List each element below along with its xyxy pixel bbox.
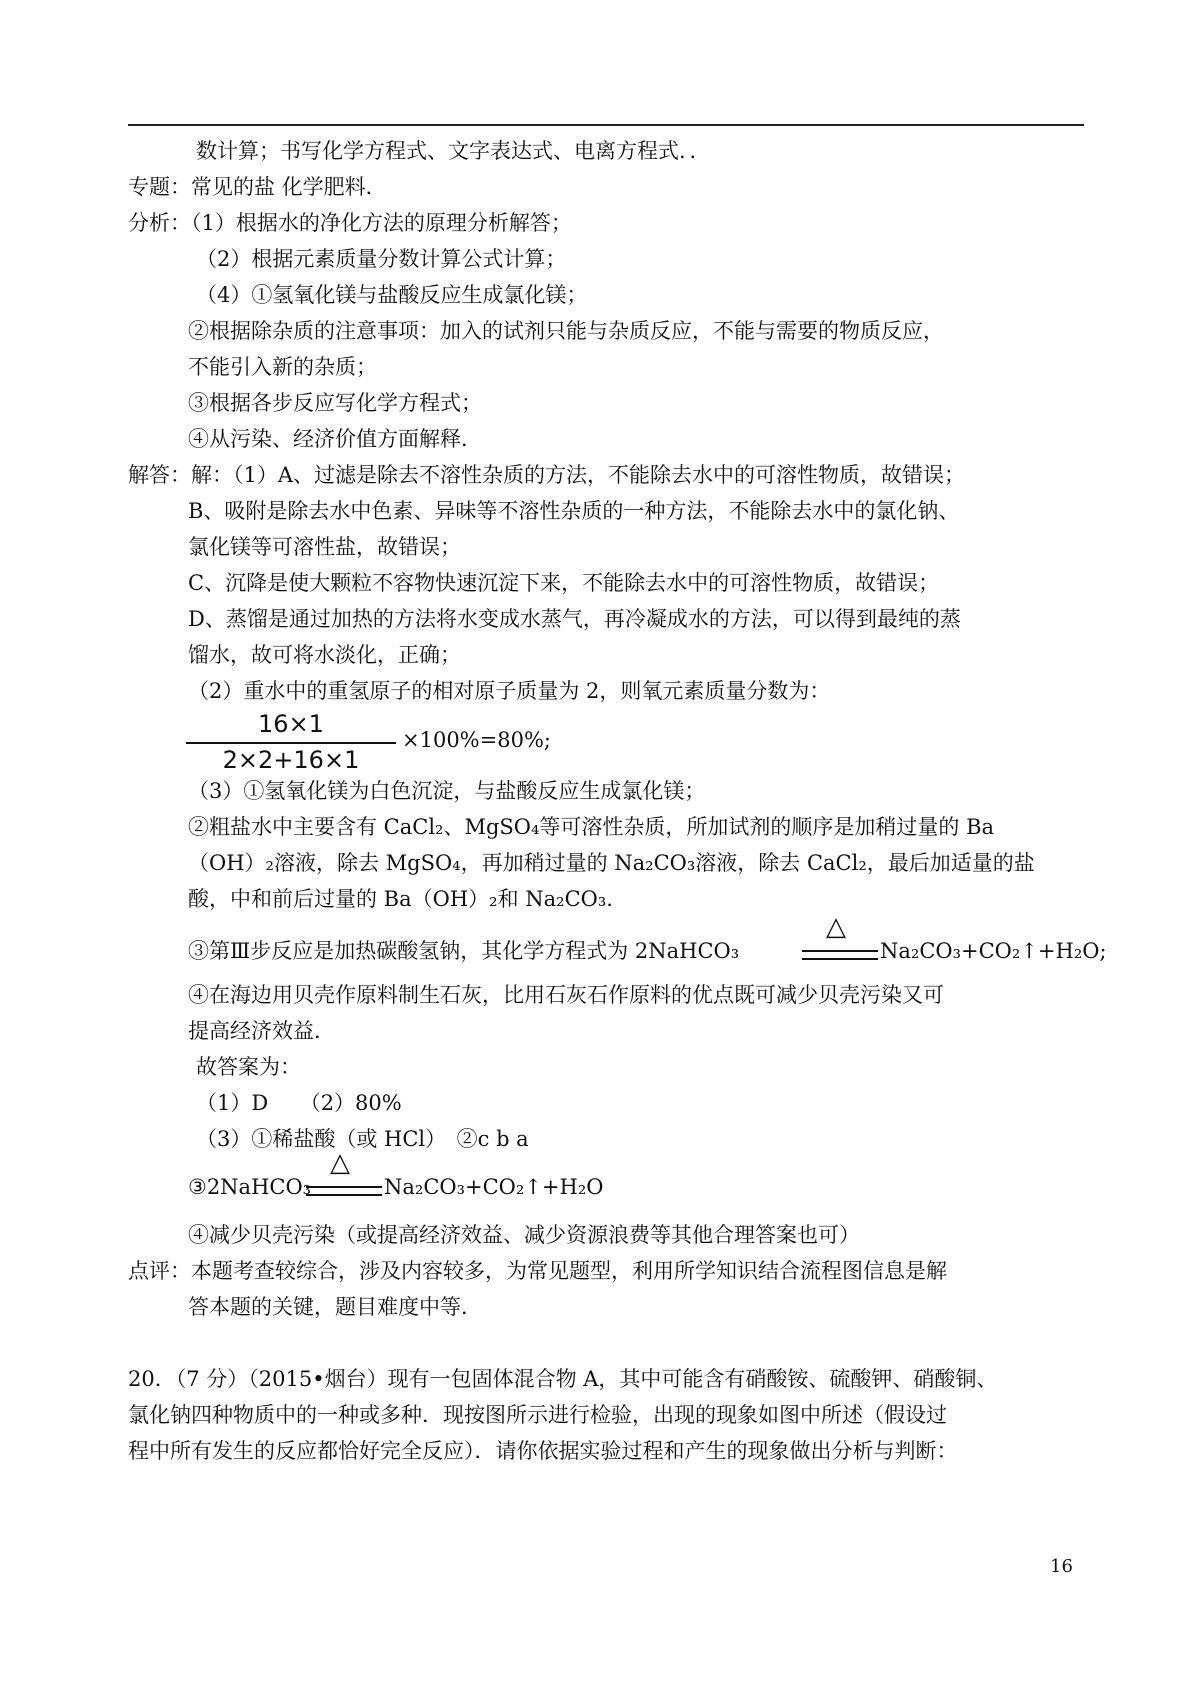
text-line: （2）重水中的重氢原子的相对原子质量为 2，则氧元素质量分数为： <box>188 679 831 703</box>
text-line: B、吸附是除去水中色素、异味等不溶性杂质的一种方法，不能除去水中的氯化钠、 <box>188 499 960 523</box>
text-line: ④减少贝壳污染（或提高经济效益、减少资源浪费等其他合理答案也可） <box>188 1223 860 1247</box>
fraction-denominator: 2×2+16×1 <box>222 746 360 774</box>
heat-condition-icon: △ <box>330 1148 350 1178</box>
text-line: C、沉降是使大颗粒不容物快速沉淀下来，不能除去水中的可溶性物质，故错误； <box>188 571 940 595</box>
text-line: 20．（7 分）（2015•烟台）现有一包固体混合物 A，其中可能含有硝酸铵、硫酸钾、硝酸铜、 <box>128 1367 998 1391</box>
text-line: ②根据除杂质的注意事项：加入的试剂只能与杂质反应，不能与需要的物质反应， <box>188 319 944 343</box>
text-line: 分析：（1）根据水的净化方法的原理分析解答； <box>128 211 572 235</box>
fraction-numerator: 16×1 <box>258 710 324 738</box>
text-line: 不能引入新的杂质； <box>188 355 377 379</box>
text-line: （3）①氢氧化镁为白色沉淀，与盐酸反应生成氯化镁； <box>188 779 706 803</box>
text-line: 馏水，故可将水淡化，正确； <box>188 643 461 667</box>
text-line: 酸，中和前后过量的 Ba（OH）₂和 Na₂CO₃. <box>188 887 613 911</box>
text-line: （2）根据元素质量分数计算公式计算； <box>196 247 567 271</box>
text-line: 故答案为： <box>196 1055 301 1079</box>
text-line: ④从污染、经济价值方面解释． <box>188 427 482 451</box>
heat-condition-icon: △ <box>826 912 846 942</box>
equation-2-reactant: ③2NaHCO₃ <box>188 1175 312 1199</box>
text-line: 数计算；书写化学方程式、文字表达式、电离方程式．． <box>196 139 711 163</box>
text-line: 氯化钠四种物质中的一种或多种．现按图所示进行检验，出现的现象如图中所述（假设过 <box>128 1403 947 1427</box>
text-line: 提高经济效益． <box>188 1019 335 1043</box>
equals-sign <box>802 950 878 960</box>
text-line: ③根据各步反应写化学方程式； <box>188 391 482 415</box>
text-line: ②粗盐水中主要含有 CaCl₂、MgSO₄等可溶性杂质，所加试剂的顺序是加稍过量的 Ba <box>188 815 995 839</box>
text-line: 解答：解：（1）A、过滤是除去不溶性杂质的方法，不能除去水中的可溶性物质，故错误； <box>128 463 966 487</box>
text-line: 程中所有发生的反应都恰好完全反应）．请你依据实验过程和产生的现象做出分析与判断： <box>128 1439 958 1463</box>
header-rule <box>128 124 1084 126</box>
text-line: （OH）₂溶液，除去 MgSO₄，再加稍过量的 Na₂CO₃溶液，除去 CaCl₂，最后加适量的盐 <box>188 851 1035 875</box>
text-line: （3）①稀盐酸（或 HCl） ②c b a <box>196 1127 529 1151</box>
equation-1-reactant: ③第Ⅲ步反应是加热碳酸氢钠，其化学方程式为 2NaHCO₃ <box>188 939 740 963</box>
text-line: 点评：本题考查较综合，涉及内容较多，为常见题型，利用所学知识结合流程图信息是解 <box>128 1259 947 1283</box>
equation-1-products: Na₂CO₃+CO₂↑+H₂O; <box>880 939 1107 963</box>
fraction-bar <box>186 742 396 744</box>
text-line: （1）D （2）80% <box>196 1091 402 1115</box>
text-line: ④在海边用贝壳作原料制生石灰，比用石灰石作原料的优点既可减少贝壳污染又可 <box>188 983 944 1007</box>
equation-2-products: Na₂CO₃+CO₂↑+H₂O <box>384 1175 604 1199</box>
fraction-result: ×100%=80%; <box>402 728 551 752</box>
equals-sign <box>306 1186 382 1196</box>
mass-fraction-formula <box>186 710 686 780</box>
text-line: 氯化镁等可溶性盐，故错误； <box>188 535 461 559</box>
text-line: D、蒸馏是通过加热的方法将水变成水蒸气，再冷凝成水的方法，可以得到最纯的蒸 <box>188 607 961 631</box>
text-line: （4）①氢氧化镁与盐酸反应生成氯化镁； <box>196 283 588 307</box>
text-line: 专题：常见的盐 化学肥料． <box>128 175 387 199</box>
page-number: 16 <box>1050 1556 1073 1577</box>
text-line: 答本题的关键，题目难度中等． <box>188 1295 482 1319</box>
